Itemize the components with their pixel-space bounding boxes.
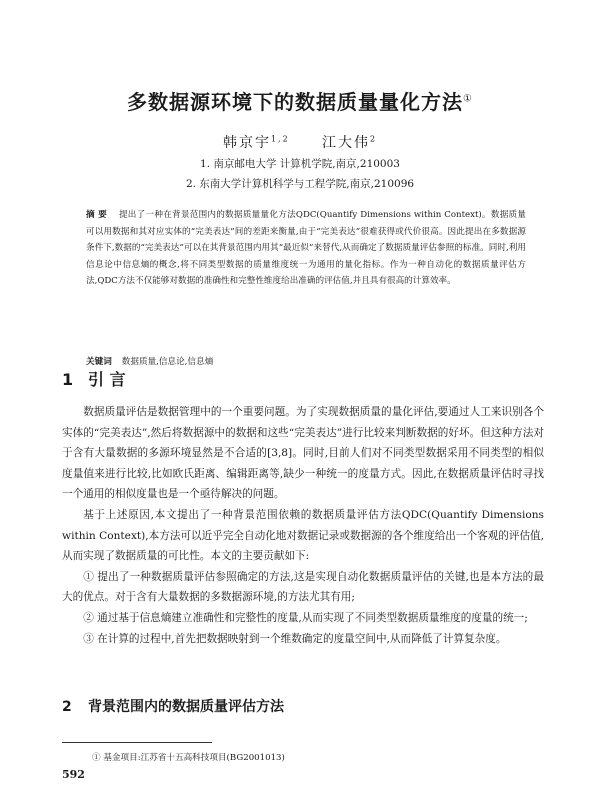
author-line <box>0 132 600 152</box>
title-text: 多数据源环境下的数据质量量化方法 <box>127 90 464 114</box>
section-title: 背景范围内的数据质量评估方法 <box>88 699 284 715</box>
keywords-text: 数据质量,信息论,信息熵 <box>121 357 214 367</box>
footnote: ① 基金项目:江苏省十五高科技项目(BG2001013) <box>92 753 285 763</box>
keywords-label: 关键词 <box>86 357 112 367</box>
author-name: 韩京宇 <box>222 135 271 151</box>
paragraph: 基于上述原因,本文提出了一种背景范围依赖的数据质量评估方法QDC(Quantify Dimensions within Context),本方法可以近乎完全自动化地对数据记录或数据源的各个维度给出一个客观的评估值,从而实现了数据质量的可比性。本文的主要贡献如下: <box>62 508 545 563</box>
contribution-item: ③ 在计算的过程中,首先把数据映射到一个维数确定的度量空间中,从而降低了计算复杂度。 <box>83 632 507 645</box>
author-affiliation-marker: 2 <box>369 134 378 144</box>
keywords <box>86 355 526 367</box>
body-text <box>62 402 544 649</box>
section-heading <box>62 367 126 390</box>
affiliation: 1. 南京邮电大学 计算机学院,南京,210003 <box>200 158 400 170</box>
section-heading <box>62 696 284 716</box>
affiliation: 2. 东南大学计算机科学与工程学院,南京,210096 <box>185 178 415 190</box>
section-number: 1 <box>62 370 74 389</box>
section-title: 引 言 <box>88 370 126 389</box>
abstract-label: 摘 要 <box>86 210 107 220</box>
abstract-text: 提出了一种在背景范围内的数据质量量化方法QDC(Quantify Dimensions within Context)。数据质量可以用数据和其对应实体的“完美表达”间的差距来衡量,由于“完美表达”很难获得或代价很高。因此提出在多数据源条件下,数据的“完美表达”可以在其背景范围内用其“最近似”来替代,从而确定了数据质量评估参照的标准。同时,利用信息论中信息熵的概念,将不同类型数据的质量维度统一为通用的量化指标。作为一种自动化的数据质量评估方法,QDC方法不仅能够对数据的准确性和完整性维度给出准确的评估值,并且具有很高的计算效率。 <box>86 210 526 287</box>
title-footnote-marker: ① <box>463 93 473 105</box>
page-number: 592 <box>62 768 85 781</box>
section-number: 2 <box>62 699 72 715</box>
paragraph: 数据质量评估是数据管理中的一个重要问题。为了实现数据质量的量化评估,要通过人工来识别各个实体的“完美表达”,然后将数据源中的数据和这些“完美表达”进行比较来判断数据的好坏。但这种方法对于含有大量数据的多源环境显然是不合适的[3,8]。同时,目前人们对不同类型数据采用不同类型的相似度量值来进行比较,比如欧氏距离、编辑距离等,缺少一种统一的度量方式。因此,在数据质量评估时寻找一个通用的相似度量也是一个亟待解决的问题。 <box>62 406 544 501</box>
footnote-divider <box>62 742 212 743</box>
author-name: 江大伟 <box>321 135 370 151</box>
contribution-item: ② 通过基于信息熵建立准确性和完整性的度量,从而实现了不同类型数据质量维度的度量的统一; <box>83 611 528 624</box>
abstract <box>86 207 526 290</box>
paper-title <box>60 86 540 115</box>
author-affiliation-marker: 1,2 <box>270 134 290 144</box>
contribution-item: ① 提出了一种数据质量评估参照确定的方法,这是实现自动化数据质量评估的关键,也是本方法的最大的优点。对于含有大量数据的多数据源环境,的方法尤其有用; <box>62 570 544 604</box>
